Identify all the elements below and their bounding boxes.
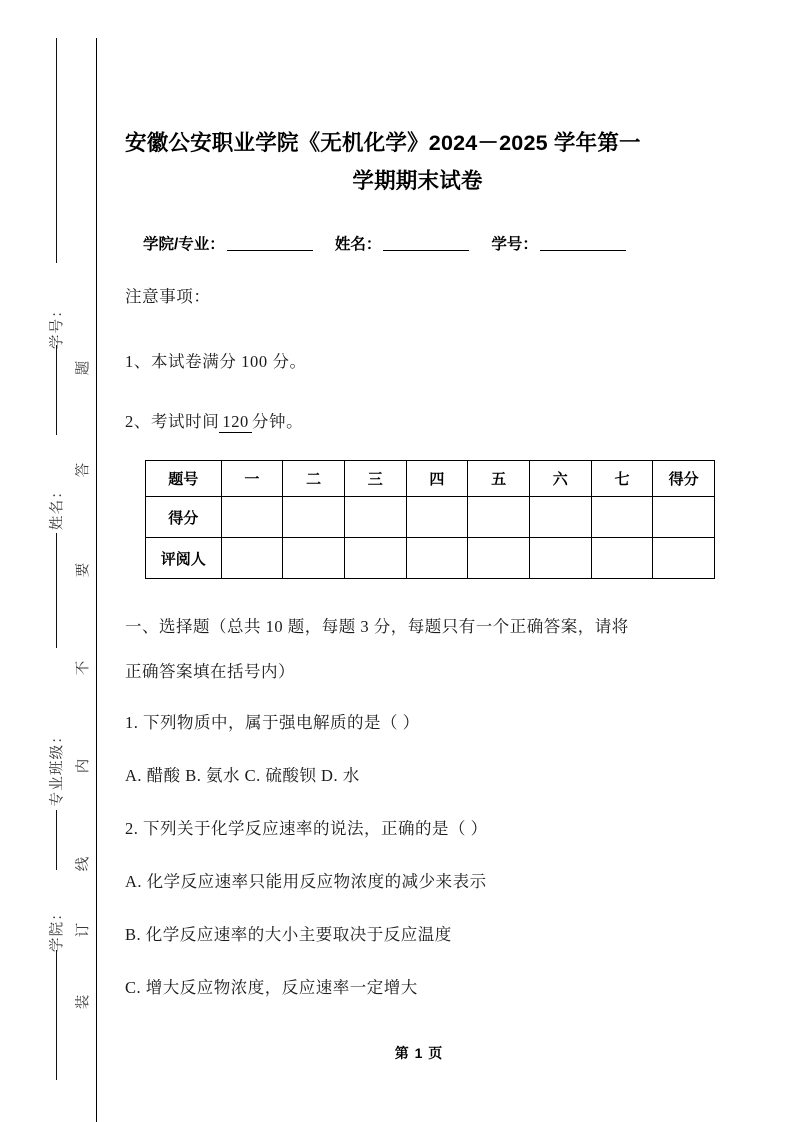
- binding-rule-segment-1: [56, 345, 57, 435]
- score-table-row-header: 评阅人: [146, 538, 222, 579]
- name-label: 姓名：: [334, 236, 382, 253]
- score-table-row-header: 题号: [146, 461, 222, 497]
- margin-label-3: 学院：: [49, 905, 66, 953]
- college-major-label: 学院/专业：: [143, 236, 225, 253]
- college-major-blank[interactable]: [227, 237, 313, 251]
- score-table-row: [146, 497, 715, 538]
- notes-item-1: 1、本试卷满分 100 分。: [125, 352, 307, 371]
- score-table-cell[interactable]: [653, 538, 715, 579]
- binding-phrase-char-6: 订: [75, 922, 92, 938]
- binding-phrase-char-7: 装: [75, 994, 92, 1010]
- binding-rule-segment-3: [56, 810, 57, 870]
- question-2-option-c: C. 增大反应物浓度，反应速率一定增大: [125, 978, 418, 997]
- margin-label-1: 姓名：: [49, 483, 66, 531]
- question-1-options: A. 醋酸 B. 氨水 C. 硫酸钡 D. 水: [125, 766, 360, 785]
- score-table-cell[interactable]: [591, 538, 653, 579]
- page-title-line1: 安徽公安职业学院《无机化学》2024－2025 学年第一: [125, 131, 641, 155]
- score-table-column-header: 二: [283, 461, 345, 497]
- score-table-cell[interactable]: [653, 497, 715, 538]
- score-table-column-header: 四: [406, 461, 468, 497]
- binding-phrase-char-1: 答: [75, 462, 92, 478]
- score-table-cell[interactable]: [468, 538, 530, 579]
- question-2-stem: 2. 下列关于化学反应速率的说法，正确的是（ ）: [125, 819, 488, 838]
- binding-phrase-char-2: 要: [75, 562, 92, 578]
- score-table-cell[interactable]: [283, 538, 345, 579]
- binding-phrase-char-5: 线: [75, 856, 92, 872]
- page-footer: 第 1 页: [394, 1045, 444, 1061]
- binding-phrase-char-3: 不: [75, 660, 92, 676]
- score-table: [145, 460, 715, 579]
- binding-phrase-char-0: 题: [75, 360, 92, 376]
- score-table-column-header: 三: [344, 461, 406, 497]
- binding-phrase-char-4: 内: [75, 758, 92, 774]
- binding-inner-rule: [96, 38, 97, 1122]
- binding-rule-segment-2: [56, 533, 57, 648]
- score-table-column-header: 得分: [653, 461, 715, 497]
- notes-heading: 注意事项：: [125, 287, 211, 306]
- notes-item-2-post: 分钟。: [251, 412, 304, 431]
- question-2-option-b: B. 化学反应速率的大小主要取决于反应温度: [125, 925, 452, 944]
- score-table-column-header: 一: [221, 461, 283, 497]
- exam-duration-value: 120: [219, 412, 252, 433]
- identity-line: [143, 232, 634, 254]
- section-one-heading-line1: 一、选择题（总共 10 题，每题 3 分，每题只有一个正确答案，请将: [125, 617, 629, 636]
- margin-label-2: 专业班级：: [49, 728, 66, 807]
- notes-item-2-pre: 2、考试时间: [125, 412, 220, 431]
- name-blank[interactable]: [383, 237, 469, 251]
- score-table-column-header: 七: [591, 461, 653, 497]
- score-table-cell[interactable]: [344, 538, 406, 579]
- score-table-cell[interactable]: [406, 538, 468, 579]
- score-table-row-header: 得分: [146, 497, 222, 538]
- question-2-option-a: A. 化学反应速率只能用反应物浓度的减少来表示: [125, 872, 487, 891]
- page-title: [125, 124, 710, 200]
- page-title-line2: 学期期末试卷: [352, 169, 483, 193]
- score-table-cell[interactable]: [591, 497, 653, 538]
- score-table-cell[interactable]: [529, 538, 591, 579]
- score-table-cell[interactable]: [406, 497, 468, 538]
- score-table-cell[interactable]: [468, 497, 530, 538]
- score-table-column-header: 五: [468, 461, 530, 497]
- score-table-cell[interactable]: [221, 538, 283, 579]
- binding-rule-segment-0: [56, 38, 57, 263]
- score-table-cell[interactable]: [529, 497, 591, 538]
- student-id-label: 学号：: [491, 236, 538, 253]
- score-table-row: [146, 461, 715, 497]
- notes-item-2: [125, 408, 303, 433]
- binding-rule-segment-4: [56, 950, 57, 1080]
- score-table-cell[interactable]: [283, 497, 345, 538]
- page-content: [125, 0, 715, 1122]
- score-table-row: [146, 538, 715, 579]
- question-1-stem: 1. 下列物质中，属于强电解质的是（ ）: [125, 713, 420, 732]
- score-table-column-header: 六: [529, 461, 591, 497]
- margin-label-0: 学号：: [49, 302, 66, 350]
- score-table-cell[interactable]: [221, 497, 283, 538]
- section-one-heading-line2: 正确答案填在括号内）: [125, 662, 295, 681]
- score-table-cell[interactable]: [344, 497, 406, 538]
- student-id-blank[interactable]: [540, 237, 626, 251]
